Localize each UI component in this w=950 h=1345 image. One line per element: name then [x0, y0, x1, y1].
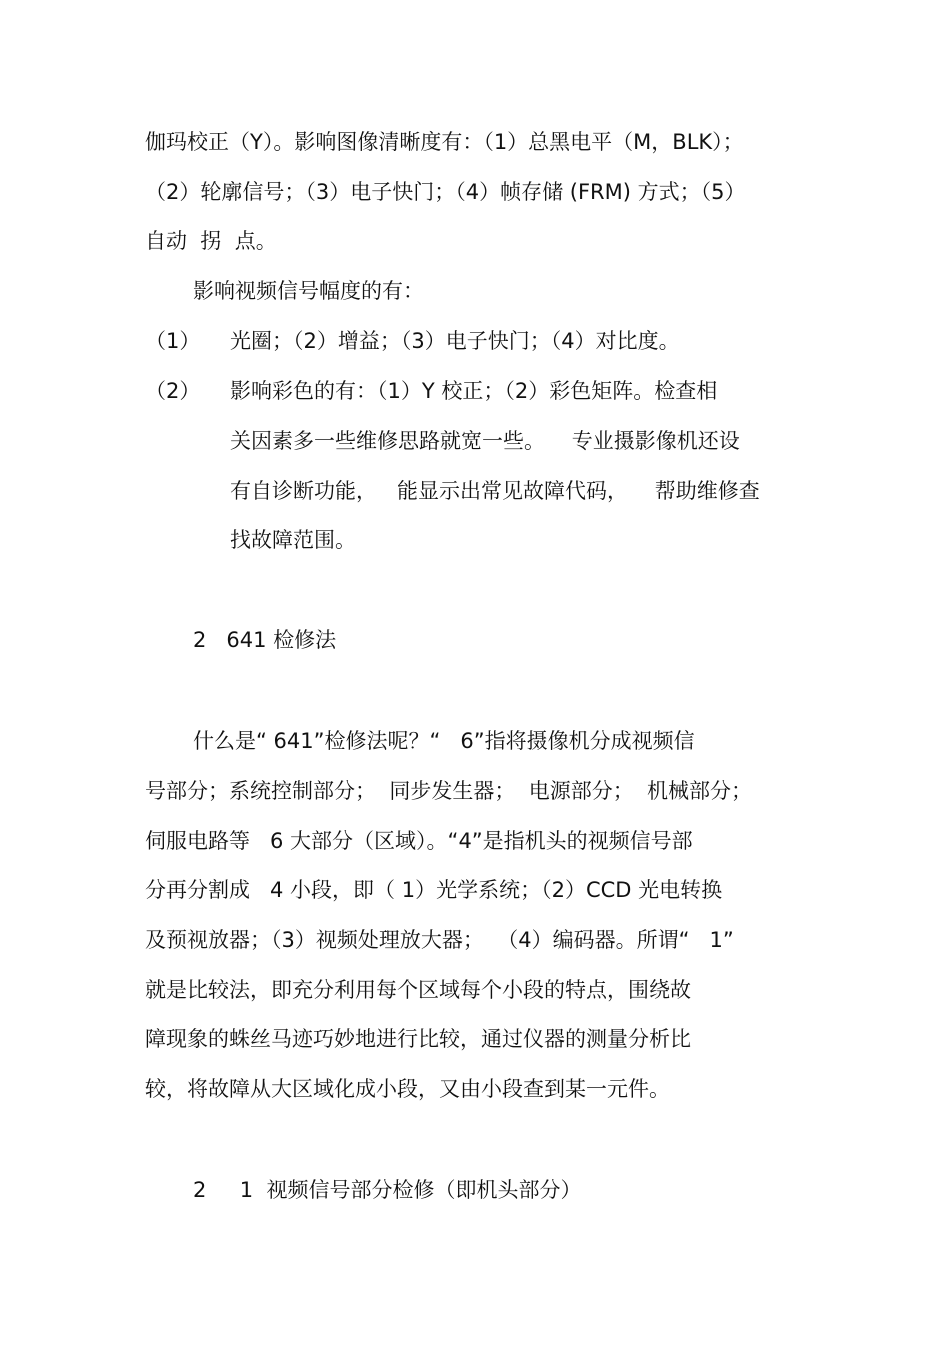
paragraph3-line-1: 什么是“ 641”检修法呢？“ 6”指将摄像机分成视频信 [193, 729, 695, 753]
paragraph3-line-5: 及预视放器；（3）视频处理放大器； （4）编码器。所谓“ 1” [145, 928, 734, 952]
list-item-2-number: （2） [145, 379, 201, 403]
paragraph2-intro: 影响视频信号幅度的有： [193, 279, 424, 303]
list-item-2-line-2: 关因素多一些维修思路就宽一些。 专业摄影像机还设 [230, 429, 740, 453]
paragraph1-line-2: （2）轮廓信号；（3）电子快门；（4）帧存储 (FRM) 方式；（5） [145, 180, 746, 204]
paragraph3-line-2: 号部分；系统控制部分； 同步发生器； 电源部分； 机械部分； [145, 779, 753, 803]
paragraph3-line-7: 障现象的蛛丝马迹巧妙地进行比较，通过仪器的测量分析比 [145, 1027, 691, 1051]
paragraph3-line-4: 分再分割成 4 小段，即（ 1）光学系统；（2）CCD 光电转换 [145, 878, 723, 902]
paragraph1-line-1: 伽玛校正（Y）。影响图像清晰度有：（1）总黑电平（M，BLK）； [145, 130, 744, 154]
section-heading-video-signal: 2 1 视频信号部分检修（即机头部分） [193, 1178, 582, 1202]
list-item-1-line-1: 光圈；（2）增益；（3）电子快门；（4）对比度。 [230, 329, 680, 353]
list-item-2-line-3: 有自诊断功能， 能显示出常见故障代码， 帮助维修查 [230, 479, 760, 503]
paragraph3-line-3: 伺服电路等 6 大部分（区域）。“4”是指机头的视频信号部 [145, 829, 693, 853]
list-item-2-line-1: 影响彩色的有：（1）Y 校正；（2）彩色矩阵。检查相 [230, 379, 718, 403]
section-heading-641: 2 641 检修法 [193, 628, 337, 652]
list-item-1-number: （1） [145, 329, 201, 353]
paragraph3-line-6: 就是比较法，即充分利用每个区域每个小段的特点，围绕故 [145, 978, 691, 1002]
paragraph1-line-3: 自动 拐 点。 [145, 229, 277, 253]
list-item-2-line-4: 找故障范围。 [230, 528, 356, 552]
paragraph3-line-8: 较，将故障从大区域化成小段，又由小段查到某一元件。 [145, 1077, 670, 1101]
